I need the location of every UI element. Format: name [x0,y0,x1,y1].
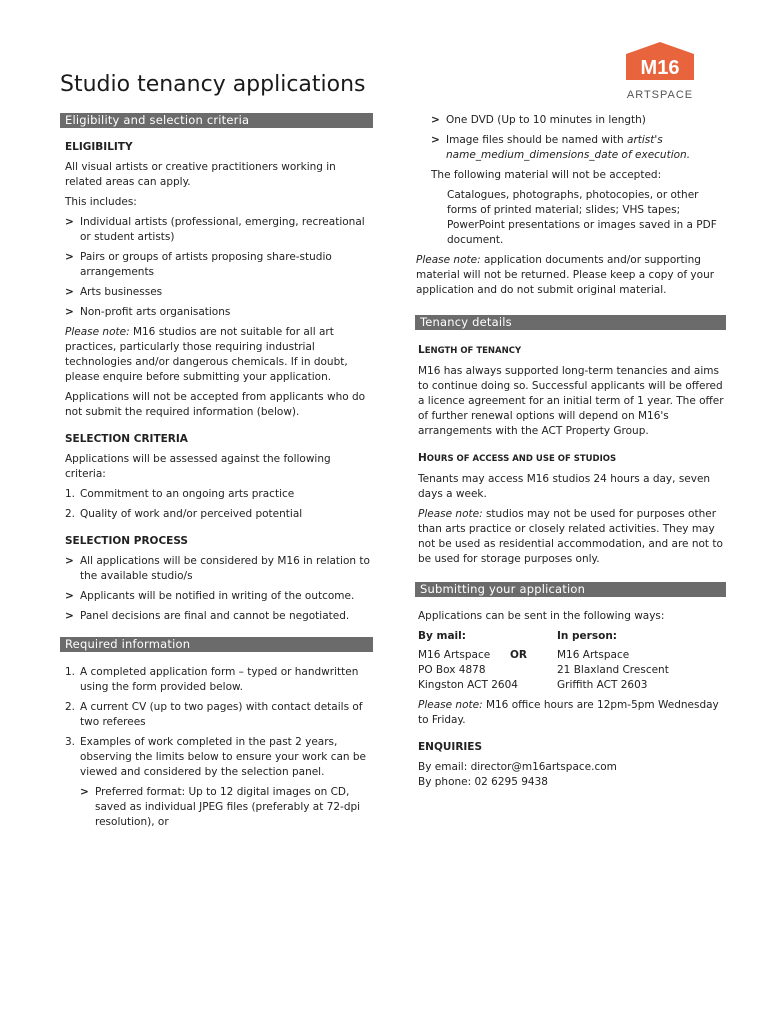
list-item: > Applicants will be notified in writing of the outcome. [65,589,371,604]
note-text: M16 office hours are 12pm-5pm Wednesday to Friday. [418,699,719,726]
left-column-lower [65,665,371,830]
address-line: M16 Artspace [418,649,491,661]
applications-text: Applications will not be accepted from applicants who do not submit the required information (below). [65,391,366,418]
list-item: > Panel decisions are final and cannot be negotiated. [65,609,371,624]
list-item: > Pairs or groups of artists proposing share-studio arrangements [65,250,371,280]
note-paragraph [418,698,726,728]
address-block [418,629,726,693]
list-item-text: A completed application form – typed or handwritten using the form provided below. [80,666,359,693]
eligibility-section-bar: Eligibility and selection criteria [60,113,373,128]
image-files-format: artist's name_medium_dimensions_date of execution. [446,134,691,161]
m16-logo-mark [624,40,696,102]
note-paragraph [418,507,726,567]
list-item-text: Quality of work and/or perceived potential [80,508,303,520]
hours-text: Tenants may access M16 studios 24 hours a day, seven days a week. [418,473,711,500]
m16-logo [624,40,696,106]
mail-heading: By mail: [418,630,466,642]
address-line: M16 Artspace [557,649,630,661]
right-column-lower [418,609,726,790]
enquiries-heading: ENQUIRIES [418,741,483,753]
phone-text: By phone: 02 6295 9438 [418,776,548,788]
length-text: M16 has always supported long-term tenancies and aims to continue doing so. Successful applicants will be offered a licence agreement for an initial term of 1 year. The offer of further renewal options will depend on M16's arrangements with the ACT Property Group. [418,365,724,437]
required-info-section-bar: Required information [60,637,373,652]
note-label: Please note: [418,699,483,711]
logo-mark-text: M16 [640,57,680,79]
left-column-upper [65,140,371,629]
list-item: > Individual artists (professional, emerging, recreational or student artists) [65,215,371,245]
note-label: Please note: [65,326,130,338]
selection-criteria-text: Applications will be assessed against the following criteria: [65,453,331,480]
person-heading: In person: [557,630,617,642]
address-line: Kingston ACT 2604 [418,679,518,691]
submit-text: Applications can be sent in the following ways: [418,610,665,622]
includes-text: This includes: [65,196,137,208]
list-item: > Non-profit arts organisations [65,305,371,320]
length-heading: LENGTH OF TENANCY [418,344,522,356]
or-text: OR [510,649,528,661]
page-title: Studio tenancy applications [60,72,366,97]
list-item-text: Commitment to an ongoing arts practice [80,488,295,500]
list-item: > One DVD (Up to 10 minutes in length) [431,113,726,128]
selection-criteria-heading: SELECTION CRITERIA [65,433,188,445]
note-text: studios may not be used for purposes other than arts practice or closely related activities. They may not be used as residential accommodation, and are not to be used for storage purposes only. [418,508,723,565]
eligibility-text: All visual artists or creative practitioners working in related areas can apply. [65,161,336,188]
list-item: > Arts businesses [65,285,371,300]
note-label: Please note: [416,254,481,266]
list-item [431,133,726,163]
address-line: PO Box 4878 [418,664,486,676]
note-paragraph [416,253,726,298]
image-files-text: Image files should be named with [446,134,628,146]
submitting-section-bar: Submitting your application [415,582,726,597]
address-line: Griffith ACT 2603 [557,679,648,691]
right-column-upper [416,113,726,298]
list-item: 2. A current CV (up to two pages) with contact details of two referees [65,701,363,728]
note-label: Please note: [418,508,483,520]
person-address [557,629,727,693]
list-item: > All applications will be considered by M16 in relation to the available studio/s [65,554,371,584]
list-item-text: Examples of work completed in the past 2 years, observing the limits below to ensure your work can be viewed and considered by the selection panel. [80,736,367,778]
logo-name-text: ARTSPACE [626,89,694,101]
not-accepted-list: Catalogues, photographs, photocopies, or other forms of printed material; slides; VHS tapes; PowerPoint presentations or images saved in a PDF document. [447,189,717,246]
tenancy-section-bar: Tenancy details [415,315,726,330]
list-item: 3. Examples of work completed in the past 2 years, observing the limits below to ensure your work can be viewed and considered by the selection panel. [65,736,367,778]
right-column-middle [418,343,726,567]
list-item: > Preferred format: Up to 12 digital images on CD, saved as individual JPEG files (preferably at 72-dpi resolution), or [80,785,371,830]
list-item-text: A current CV (up to two pages) with contact details of two referees [80,701,363,728]
list-item: 2. Quality of work and/or perceived potential [65,508,303,520]
note-text: application documents and/or supporting material will not be returned. Please keep a copy of your application and do not submit original material. [416,254,715,296]
not-accepted-text: The following material will not be accepted: [431,169,662,181]
address-line: 21 Blaxland Crescent [557,664,669,676]
note-text: M16 studios are not suitable for all art practices, particularly those requiring industrial technologies and/or dangerous chemicals. If in doubt, please enquire before submitting your application. [65,326,348,383]
list-item: 1. A completed application form – typed or handwritten using the form provided below. [65,666,359,693]
email-text: By email: director@m16artspace.com [418,761,617,773]
selection-process-heading: SELECTION PROCESS [65,535,188,547]
hours-heading: HOURS OF ACCESS AND USE OF STUDIOS [418,452,617,464]
eligibility-heading: ELIGIBILITY [65,141,133,153]
list-item: 1. Commitment to an ongoing arts practice [65,488,295,500]
note-paragraph [65,325,371,385]
